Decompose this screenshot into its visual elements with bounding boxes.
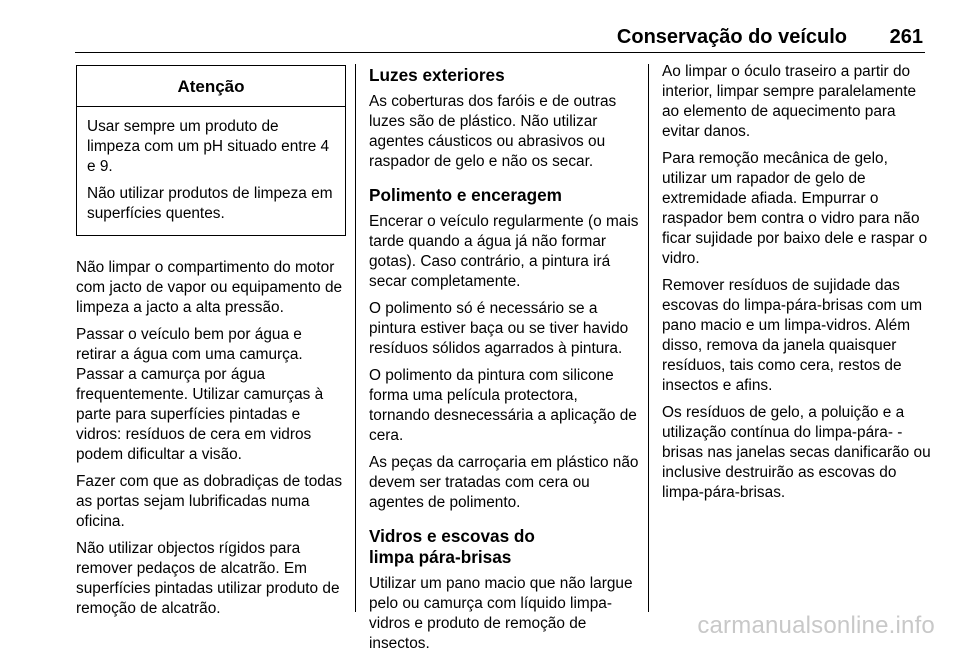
paragraph: Passar o veículo bem por água e retirar a água com uma camurça. Passar a camurça por água frequentemente. Utilizar camurças à parte para superfícies pintadas e vidros: resíduos de cera em vidros podem dificultar a visão.	[76, 326, 324, 463]
warning-box	[76, 65, 346, 236]
column-2	[369, 62, 639, 661]
section-heading-vidros: Vidros e escovas do limpa pára-brisas	[369, 526, 535, 567]
page-number: 261	[889, 26, 923, 48]
page-header	[75, 22, 925, 53]
paragraph: As peças da carroçaria em plástico não devem ser tratadas com cera ou agentes de polimento.	[369, 454, 639, 511]
warning-paragraph: Não utilizar produtos de limpeza em superfícies quentes.	[87, 185, 333, 222]
warning-paragraph: Usar sempre um produto de limpeza com um pH situado entre 4 e 9.	[87, 118, 330, 175]
section-heading-polimento: Polimento e enceragem	[369, 185, 562, 205]
watermark: carmanualsonline.info	[697, 612, 935, 639]
column-divider	[648, 64, 649, 612]
section-heading-luzes-exteriores: Luzes exteriores	[369, 65, 505, 85]
paragraph: As coberturas dos faróis e de outras luzes são de plástico. Não utilizar agentes cáusticos ou abrasivos ou raspador de gelo e não os secar.	[369, 93, 617, 170]
column-3	[662, 62, 934, 510]
paragraph: Não utilizar objectos rígidos para remover pedaços de alcatrão. Em superfícies pintadas utilizar produto de remoção de alcatrão.	[76, 540, 340, 617]
paragraph: O polimento só é necessário se a pintura estiver baça ou se tiver havido resíduos sólidos agarrados à pintura.	[369, 300, 629, 357]
paragraph: Não limpar o compartimento do motor com jacto de vapor ou equipamento de limpeza a jacto a alta pressão.	[76, 259, 343, 316]
paragraph: Ao limpar o óculo traseiro a partir do interior, limpar sempre paralelamente ao elemento de aquecimento para evitar danos.	[662, 63, 917, 140]
paragraph: Para remoção mecânica de gelo, utilizar um rapador de gelo de extremidade afiada. Empurrar o raspador bem contra o vidro para não ficar sujidade por baixo dele e raspar o vidro.	[662, 150, 928, 267]
paragraph: Os resíduos de gelo, a poluição e a utilização contínua do limpa-pára- -brisas nas janelas secas danificarão ou inclusive destruirão as escovas do limpa-pára-brisas.	[662, 404, 931, 501]
paragraph: Utilizar um pano macio que não largue pelo ou camurça com líquido limpa-vidros e produto de remoção de insectos.	[369, 575, 633, 652]
column-1	[76, 62, 346, 626]
warning-body	[77, 107, 345, 235]
paragraph: Remover resíduos de sujidade das escovas do limpa-pára-brisas com um pano macio e um limpa-vidros. Além disso, remova da janela quaisquer resíduos, tais como cera, restos de insectos e afins.	[662, 277, 923, 394]
page-title: Conservação do veículo	[616, 26, 847, 48]
paragraph: Fazer com que as dobradiças de todas as portas sejam lubrificadas numa oficina.	[76, 473, 343, 530]
warning-title: Atenção	[77, 66, 345, 107]
paragraph: O polimento da pintura com silicone forma uma película protectora, tornando desnecessária a aplicação de cera.	[369, 367, 637, 444]
column-divider	[355, 64, 356, 612]
paragraph: Encerar o veículo regularmente (o mais tarde quando a água já não formar gotas). Caso contrário, a pintura irá secar completamente.	[369, 213, 639, 290]
